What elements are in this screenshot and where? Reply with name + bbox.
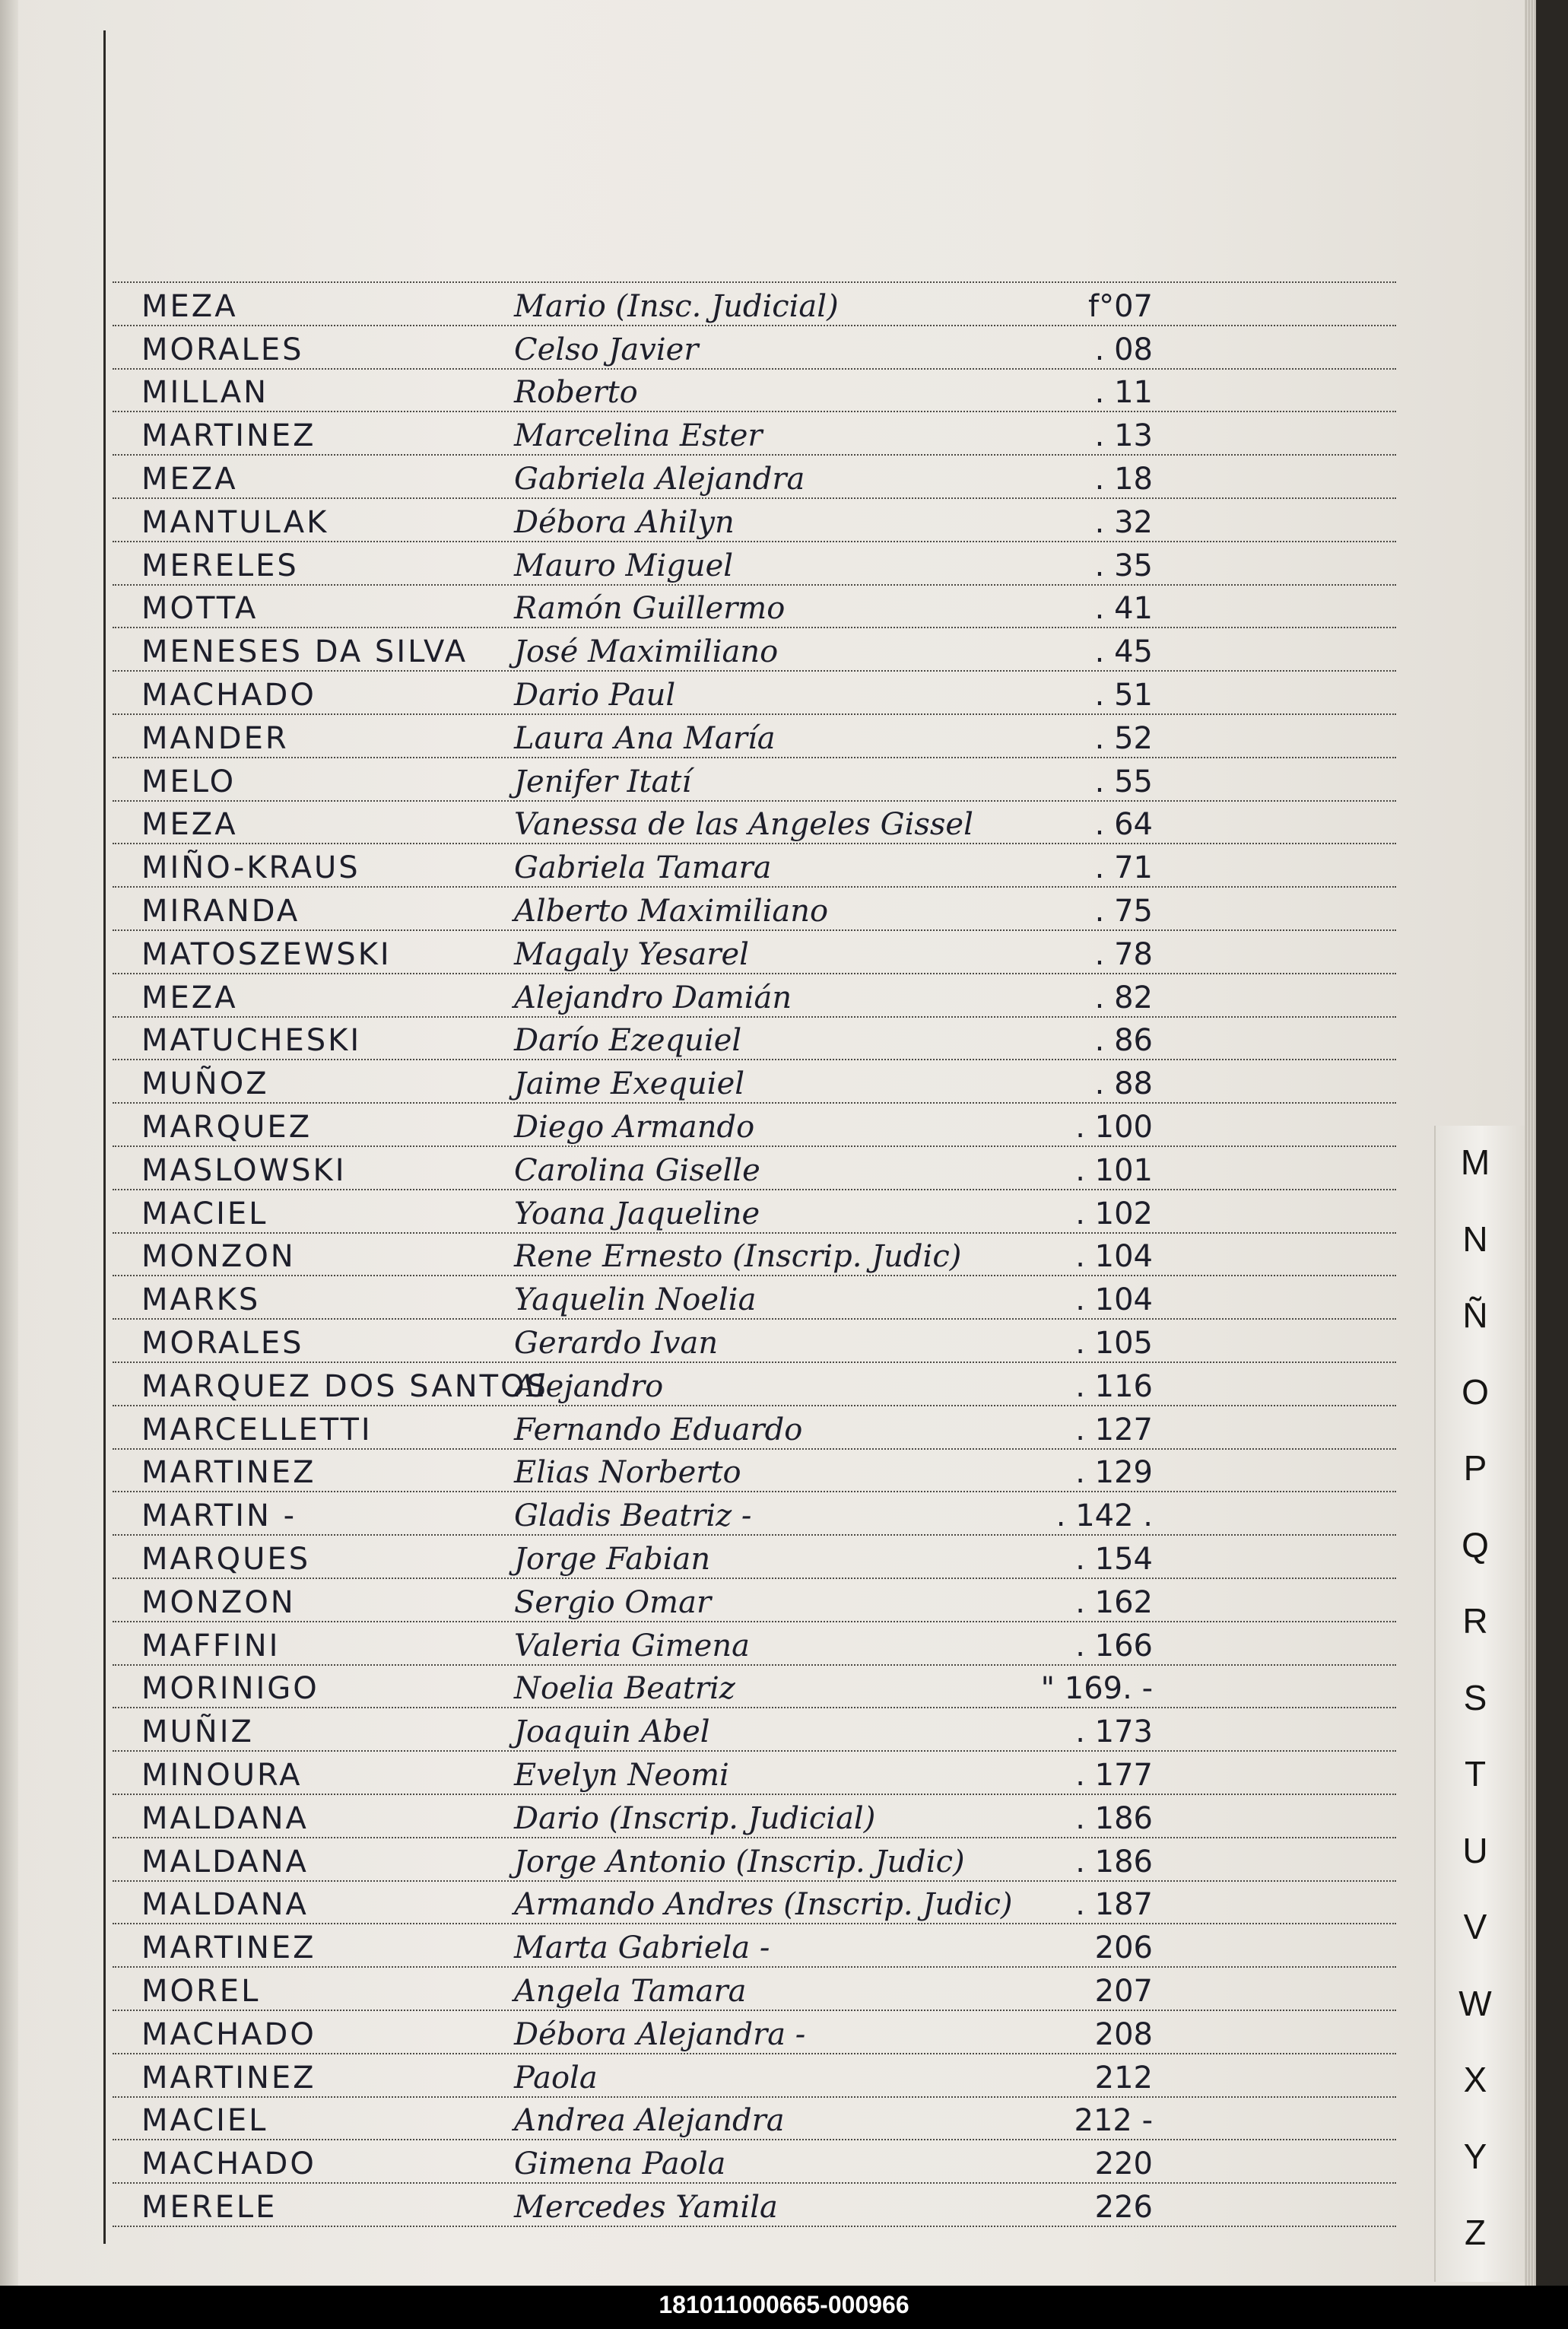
entry-surname: MARTINEZ — [141, 1455, 316, 1490]
ruled-line — [113, 1232, 1396, 1234]
ruled-line — [113, 1405, 1396, 1406]
entry-given-names: Mercedes Yamila — [514, 2190, 778, 2225]
entry-surname: MALDANA — [141, 1801, 309, 1836]
entry-surname: MEZA — [141, 807, 238, 842]
entry-folio: . 75 — [1094, 894, 1153, 929]
entry-surname: MACHADO — [141, 678, 316, 713]
index-tab-letter[interactable]: X — [1463, 2060, 1487, 2099]
entry-folio: . 142 . — [1055, 1498, 1153, 1533]
entry-given-names: Carolina Giselle — [514, 1153, 760, 1188]
entry-surname: MUÑOZ — [141, 1066, 269, 1101]
entry-folio: . 100 — [1075, 1110, 1153, 1145]
index-tab-letter[interactable]: O — [1462, 1372, 1489, 1412]
entry-folio: . 52 — [1094, 721, 1153, 756]
entry-surname: MARTINEZ — [141, 2061, 316, 2095]
entry-surname: MERELE — [141, 2190, 278, 2225]
ruled-line — [113, 1361, 1396, 1363]
ruled-line — [113, 281, 1396, 283]
index-tab-letter[interactable]: N — [1462, 1219, 1488, 1259]
ruled-line — [113, 325, 1396, 326]
entry-surname: MILLAN — [141, 375, 269, 410]
entry-folio: 212 — [1094, 2061, 1153, 2095]
index-tab-letter[interactable]: T — [1464, 1754, 1487, 1794]
entry-surname: MEZA — [141, 289, 238, 324]
ruled-line — [113, 2096, 1396, 2098]
entry-surname: MONZON — [141, 1585, 296, 1620]
index-tab-letter[interactable]: R — [1462, 1601, 1488, 1641]
entry-given-names: Darío Ezequiel — [514, 1023, 742, 1058]
entry-surname: MACHADO — [141, 2017, 316, 2052]
document-code: 181011000665-000966 — [659, 2291, 909, 2318]
ruled-line — [113, 411, 1396, 412]
entry-given-names: Diego Armando — [514, 1110, 755, 1145]
ruled-line — [113, 973, 1396, 974]
ruled-line — [113, 2182, 1396, 2184]
entry-surname: MEZA — [141, 462, 238, 497]
entry-folio: . 51 — [1094, 678, 1153, 713]
entry-given-names: Valeria Gimena — [514, 1628, 750, 1663]
ruled-line — [113, 800, 1396, 802]
entry-given-names: Débora Ahilyn — [514, 505, 735, 540]
ruled-line — [113, 929, 1396, 931]
index-tab-letter[interactable]: S — [1463, 1678, 1487, 1717]
entry-folio: . 32 — [1094, 505, 1153, 540]
ruled-line — [113, 1534, 1396, 1536]
ruled-line — [113, 1102, 1396, 1104]
entry-folio: . 88 — [1094, 1066, 1153, 1101]
entry-surname: MASLOWSKI — [141, 1153, 347, 1188]
entry-folio: 206 — [1094, 1930, 1153, 1965]
entry-surname: MARTINEZ — [141, 418, 316, 453]
ruled-line — [113, 1189, 1396, 1190]
entry-given-names: Fernando Eduardo — [514, 1412, 803, 1447]
entry-folio: . 08 — [1094, 332, 1153, 367]
entry-surname: MACHADO — [141, 2146, 316, 2181]
index-tab-letter[interactable]: Y — [1463, 2137, 1487, 2176]
index-tab-letter[interactable]: M — [1460, 1142, 1490, 1182]
entry-given-names: Celso Javier — [514, 332, 699, 367]
index-tab-letter[interactable]: U — [1462, 1831, 1488, 1870]
ruled-line — [113, 886, 1396, 888]
entry-surname: MIRANDA — [141, 894, 300, 929]
ruled-line — [113, 1707, 1396, 1708]
entry-surname: MARQUEZ DOS SANTOS — [141, 1369, 548, 1404]
entry-folio: . 18 — [1094, 462, 1153, 497]
binding-spine — [0, 0, 18, 2286]
ruled-line — [113, 1491, 1396, 1492]
ruled-line — [113, 1750, 1396, 1752]
entry-surname: MARTIN - — [141, 1498, 297, 1533]
entry-surname: MUÑIZ — [141, 1714, 254, 1749]
index-tab-letter[interactable]: W — [1458, 1984, 1492, 2023]
ruled-line — [113, 1664, 1396, 1666]
entry-folio: 212 - — [1074, 2103, 1153, 2138]
entry-surname: MATUCHESKI — [141, 1023, 362, 1058]
ruled-line — [113, 584, 1396, 586]
ruled-line — [113, 1837, 1396, 1838]
page-edge — [1525, 0, 1536, 2286]
entry-surname: MACIEL — [141, 1196, 268, 1231]
ruled-line — [113, 1578, 1396, 1579]
ruled-line — [113, 1275, 1396, 1276]
ruled-line — [113, 1966, 1396, 1968]
ruled-line — [113, 497, 1396, 499]
ruled-line — [113, 2053, 1396, 2054]
entry-folio: f°07 — [1088, 289, 1153, 324]
ruled-line — [113, 1145, 1396, 1147]
entry-given-names: Marta Gabriela - — [514, 1930, 770, 1965]
entry-given-names: Paola — [514, 2061, 598, 2095]
ruled-line — [113, 757, 1396, 758]
entry-surname: MARQUES — [141, 1542, 311, 1577]
ruled-line — [113, 843, 1396, 844]
entry-surname: MANTULAK — [141, 505, 329, 540]
entry-folio: 220 — [1094, 2146, 1153, 2181]
entry-given-names: Jorge Fabian — [514, 1542, 711, 1577]
entry-given-names: Jorge Antonio (Inscrip. Judic) — [514, 1844, 965, 1879]
entry-folio: . 86 — [1094, 1023, 1153, 1058]
entry-given-names: Gerardo Ivan — [514, 1326, 719, 1361]
entry-folio: . 127 — [1075, 1412, 1153, 1447]
entry-surname: MARCELLETTI — [141, 1412, 373, 1447]
ruled-line — [113, 670, 1396, 672]
ruled-line — [113, 1794, 1396, 1795]
entry-folio: . 41 — [1094, 591, 1153, 626]
entry-given-names: Andrea Alejandra — [514, 2103, 785, 2138]
entry-surname: MELO — [141, 764, 236, 799]
entry-given-names: Joaquin Abel — [514, 1714, 710, 1749]
entry-surname: MIÑO-KRAUS — [141, 850, 360, 885]
entry-folio: . 11 — [1094, 375, 1153, 410]
entry-folio: 226 — [1094, 2190, 1153, 2225]
entry-given-names: Mario (Insc. Judicial) — [514, 289, 839, 324]
entry-surname: MARKS — [141, 1282, 261, 1317]
entry-folio: . 187 — [1075, 1887, 1153, 1922]
entry-folio: . 177 — [1075, 1758, 1153, 1793]
index-tab-letter[interactable]: Ñ — [1462, 1295, 1488, 1335]
index-tab-letter[interactable]: P — [1463, 1448, 1487, 1488]
entry-given-names: Gladis Beatriz - — [514, 1498, 752, 1533]
entry-given-names: Mauro Miguel — [514, 548, 734, 583]
entry-folio: " 169. - — [1040, 1671, 1153, 1706]
entry-given-names: Angela Tamara — [514, 1974, 747, 2009]
entry-surname: MAFFINI — [141, 1628, 281, 1663]
entry-folio: . 102 — [1075, 1196, 1153, 1231]
entry-folio: 207 — [1094, 1974, 1153, 2009]
ruled-line — [113, 1448, 1396, 1450]
entry-given-names: Jaime Exequiel — [514, 1066, 745, 1101]
entry-surname: MORALES — [141, 332, 304, 367]
margin-line — [103, 30, 106, 2244]
entry-folio: . 173 — [1075, 1714, 1153, 1749]
entry-given-names: Armando Andres (Inscrip. Judic) — [514, 1887, 1013, 1922]
ruled-line — [113, 1059, 1396, 1060]
entry-given-names: Evelyn Neomi — [514, 1758, 729, 1793]
entry-given-names: Gimena Paola — [514, 2146, 726, 2181]
entry-given-names: Rene Ernesto (Inscrip. Judic) — [514, 1239, 962, 1274]
entry-folio: . 162 — [1075, 1585, 1153, 1620]
entry-folio: . 55 — [1094, 764, 1153, 799]
ruled-line — [113, 1016, 1396, 1018]
entry-given-names: Alejandro — [514, 1369, 664, 1404]
entry-given-names: Laura Ana María — [514, 721, 776, 756]
entry-folio: 208 — [1094, 2017, 1153, 2052]
entry-surname: MINOURA — [141, 1758, 303, 1793]
entry-folio: . 35 — [1094, 548, 1153, 583]
ruled-line — [113, 1621, 1396, 1622]
entry-surname: MATOSZEWSKI — [141, 937, 392, 972]
entry-given-names: Débora Alejandra - — [514, 2017, 806, 2052]
entry-folio: . 101 — [1075, 1153, 1153, 1188]
entry-given-names: Marcelina Ester — [514, 418, 763, 453]
entry-folio: . 116 — [1075, 1369, 1153, 1404]
ruled-line — [113, 368, 1396, 370]
entry-surname: MEZA — [141, 980, 238, 1015]
entry-folio: . 129 — [1075, 1455, 1153, 1490]
entry-surname: MOREL — [141, 1974, 261, 2009]
entry-folio: . 154 — [1075, 1542, 1153, 1577]
entry-surname: MERELES — [141, 548, 299, 583]
entry-folio: . 105 — [1075, 1326, 1153, 1361]
entry-given-names: Gabriela Tamara — [514, 850, 772, 885]
entry-surname: MONZON — [141, 1239, 296, 1274]
entry-folio: . 104 — [1075, 1239, 1153, 1274]
ruled-line — [113, 2139, 1396, 2140]
entry-given-names: Noelia Beatriz — [514, 1671, 735, 1706]
ruled-line — [113, 627, 1396, 628]
ruled-line — [113, 541, 1396, 542]
entry-given-names: Jenifer Itatí — [514, 764, 692, 799]
entry-given-names: Yoana Jaqueline — [514, 1196, 760, 1231]
ruled-line — [113, 713, 1396, 715]
ruled-line — [113, 1880, 1396, 1882]
entry-surname: MARQUEZ — [141, 1110, 313, 1145]
entry-folio: . 104 — [1075, 1282, 1153, 1317]
entry-surname: MALDANA — [141, 1887, 309, 1922]
entry-folio: . 13 — [1094, 418, 1153, 453]
entry-folio: . 45 — [1094, 634, 1153, 669]
ruled-line — [113, 1318, 1396, 1320]
entry-given-names: Yaquelin Noelia — [514, 1282, 757, 1317]
entry-given-names: Elias Norberto — [514, 1455, 741, 1490]
entry-folio: . 186 — [1075, 1844, 1153, 1879]
entry-surname: MANDER — [141, 721, 289, 756]
entry-given-names: Alberto Maximiliano — [514, 894, 829, 929]
entry-given-names: Magaly Yesarel — [514, 937, 749, 972]
entry-given-names: Sergio Omar — [514, 1585, 712, 1620]
entry-surname: MALDANA — [141, 1844, 309, 1879]
index-tab-letter[interactable]: Z — [1464, 2213, 1487, 2252]
entry-given-names: Vanessa de las Angeles Gissel — [514, 807, 973, 842]
entry-given-names: Alejandro Damián — [514, 980, 792, 1015]
entry-given-names: Ramón Guillermo — [514, 591, 786, 626]
entry-surname: MENESES DA SILVA — [141, 634, 468, 669]
ruled-line — [113, 2010, 1396, 2011]
entry-surname: MARTINEZ — [141, 1930, 316, 1965]
index-tab-letter[interactable]: V — [1463, 1907, 1487, 1946]
entry-surname: MORINIGO — [141, 1671, 319, 1706]
entry-surname: MACIEL — [141, 2103, 268, 2138]
entry-given-names: José Maximiliano — [514, 634, 779, 669]
ruled-line — [113, 454, 1396, 456]
entry-given-names: Gabriela Alejandra — [514, 462, 805, 497]
entry-folio: . 64 — [1094, 807, 1153, 842]
ruled-line — [113, 1923, 1396, 1924]
entry-folio: . 82 — [1094, 980, 1153, 1015]
entry-given-names: Dario Paul — [514, 678, 676, 713]
entry-given-names: Roberto — [514, 375, 638, 410]
entry-folio: . 186 — [1075, 1801, 1153, 1836]
ruled-line — [113, 2226, 1396, 2227]
entry-surname: MORALES — [141, 1326, 304, 1361]
entry-folio: . 78 — [1094, 937, 1153, 972]
entry-given-names: Dario (Inscrip. Judicial) — [514, 1801, 876, 1836]
entry-folio: . 166 — [1075, 1628, 1153, 1663]
entry-surname: MOTTA — [141, 591, 259, 626]
index-tab-letter[interactable]: Q — [1462, 1525, 1489, 1565]
entry-folio: . 71 — [1094, 850, 1153, 885]
